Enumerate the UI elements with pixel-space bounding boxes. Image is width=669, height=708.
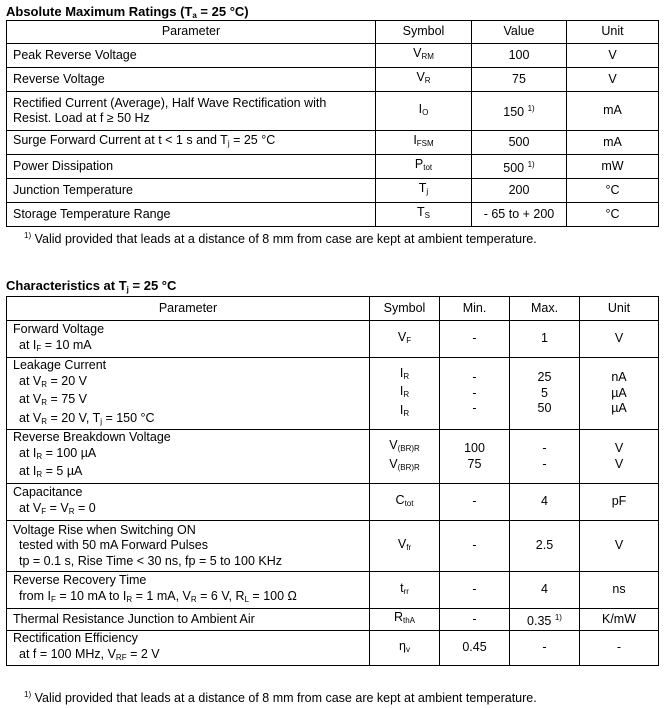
table-row — [7, 631, 659, 666]
parameter-text: Storage Temperature Range — [13, 206, 171, 221]
table-row — [7, 92, 659, 131]
table-row — [7, 521, 659, 572]
condition-text: at I — [19, 337, 37, 352]
parameter-cell — [7, 321, 370, 358]
max-cell — [510, 430, 580, 484]
symbol-cell — [370, 484, 440, 521]
table-row — [7, 358, 659, 430]
condition-text: at V — [19, 392, 42, 406]
parameter-cell — [7, 572, 370, 609]
max-cell — [510, 484, 580, 521]
symbol-cell — [370, 521, 440, 572]
symbol-text: V — [397, 329, 407, 344]
max-value: 0.35 — [527, 613, 555, 628]
max-value: - — [542, 640, 547, 655]
section2-title: Characteristics at $T_j = 25$ °C — [6, 278, 177, 294]
parameter-cell — [7, 68, 376, 92]
footnote-ref: 1) — [554, 612, 562, 622]
condition-subscript: F — [41, 506, 47, 516]
table-row — [7, 609, 659, 631]
value-cell — [472, 131, 567, 155]
table-row — [7, 131, 659, 155]
max-value: - — [542, 441, 547, 455]
value-text: 150 — [503, 105, 528, 120]
symbol-text: I — [399, 365, 404, 380]
condition-subscript: F — [36, 343, 42, 353]
parameter-title: Thermal Resistance Junction to Ambient Air — [13, 611, 255, 626]
symbol-subscript: fr — [406, 542, 412, 552]
header-unit: Unit — [567, 21, 659, 44]
unit-cell: °C — [567, 179, 659, 203]
value-cell — [472, 68, 567, 92]
symbol-text: I — [399, 384, 404, 399]
unit-cell: °C — [567, 203, 659, 227]
min-value: - — [472, 538, 477, 553]
table-row — [7, 44, 659, 68]
value-cell — [472, 92, 567, 131]
symbol-text: I — [399, 402, 404, 417]
condition-text: at f = 100 MHz, V — [19, 646, 116, 661]
symbol-subscript: thA — [403, 616, 416, 626]
parameter-cell — [7, 609, 370, 631]
condition-subscript: R — [36, 470, 43, 480]
value-text: 500 — [503, 160, 528, 175]
value-cell — [472, 203, 567, 227]
value-text: 100 — [508, 47, 530, 62]
unit-value: V — [614, 456, 624, 471]
unit-value: pF — [611, 494, 627, 509]
symbol-subscript: j — [426, 187, 429, 197]
value-text: 75 — [512, 71, 526, 86]
condition-subscript: R — [36, 451, 43, 461]
symbol-subscript: R — [424, 76, 431, 86]
header-parameter: Parameter — [7, 297, 370, 321]
unit-cell: mA — [567, 92, 659, 131]
symbol-cell — [370, 609, 440, 631]
condition-text: at V — [19, 373, 42, 388]
condition-subscript: R — [41, 379, 48, 389]
min-value: - — [472, 611, 477, 626]
parameter-cell — [7, 358, 370, 430]
max-value: - — [542, 456, 547, 471]
symbol-cell — [376, 155, 472, 179]
header-symbol: Symbol — [370, 297, 440, 321]
unit-cell — [580, 484, 659, 521]
condition-line — [13, 647, 160, 661]
condition-text: tested with 50 mA Forward Pulses — [19, 538, 208, 553]
max-value: 25 — [537, 370, 552, 385]
condition-text: tp = 0.1 s, Rise Time < 30 ns, fp = 5 to 100 KHz — [19, 553, 282, 568]
section1-title: Absolute Maximum Ratings ($T_a = 25$ °C) — [6, 4, 249, 20]
condition-text: from I — [19, 588, 51, 603]
footnote-2: $^{1)}$ Valid provided that leads at a distance of 8 mm from case are kept at ambient temperature. — [24, 690, 537, 705]
symbol-text: T — [417, 205, 425, 220]
max-cell — [510, 358, 580, 430]
parameter-text: Resist. Load at f ≥ 50 Hz — [13, 111, 150, 125]
unit-cell: V — [567, 44, 659, 68]
unit-value: V — [614, 538, 624, 553]
unit-cell — [580, 631, 659, 666]
condition-text: = 100 Ω — [248, 588, 297, 603]
header-max: Max. — [510, 297, 580, 321]
parameter-title: Voltage Rise when Switching ON — [13, 522, 196, 537]
unit-cell — [580, 321, 659, 358]
absolute-maximum-ratings-table — [6, 20, 659, 227]
parameter-cell — [7, 155, 376, 179]
condition-text: at I — [19, 445, 37, 460]
condition-subscript: F — [50, 594, 56, 604]
symbol-cell — [376, 179, 472, 203]
parameter-title: Reverse Breakdown Voltage — [13, 430, 171, 445]
value-cell — [472, 155, 567, 179]
symbol-cell — [376, 131, 472, 155]
symbol-subscript: R — [403, 390, 410, 400]
table-row — [7, 484, 659, 521]
condition-line — [13, 392, 87, 406]
header-parameter: Parameter — [7, 21, 376, 44]
min-value: - — [472, 331, 477, 346]
header-min: Min. — [440, 297, 510, 321]
min-cell — [440, 321, 510, 358]
symbol-subscript: rr — [403, 586, 409, 596]
symbol-subscript: tot — [423, 163, 433, 173]
min-cell — [440, 358, 510, 430]
symbol-text: I — [418, 101, 423, 116]
condition-text: = 10 mA — [41, 337, 92, 352]
condition-text: at I — [19, 464, 37, 479]
value-text: - 65 to + 200 — [483, 206, 555, 221]
max-cell — [510, 572, 580, 609]
symbol-subscript: (BR)R — [397, 462, 420, 472]
footnote-ref: 1) — [527, 104, 535, 114]
min-value: 100 — [464, 441, 485, 455]
min-value: - — [472, 494, 477, 509]
condition-line — [13, 589, 297, 603]
condition-text: = 20 V — [47, 373, 87, 388]
max-value: 4 — [541, 582, 548, 597]
min-value: 0.45 — [462, 640, 487, 655]
max-cell — [510, 609, 580, 631]
parameter-cell — [7, 203, 376, 227]
condition-line — [13, 538, 208, 552]
symbol-text: C — [395, 492, 405, 507]
unit-value: V — [614, 331, 624, 346]
parameter-cell — [7, 92, 376, 131]
parameter-text: Peak Reverse Voltage — [13, 47, 137, 62]
max-value: 5 — [541, 385, 548, 400]
condition-text: = 150 °C — [101, 410, 155, 425]
symbol-subscript: v — [405, 644, 410, 654]
unit-cell: mA — [567, 131, 659, 155]
symbol-subscript: F — [406, 335, 412, 345]
symbol-cell — [376, 44, 472, 68]
max-value: 2.5 — [535, 538, 554, 553]
min-value: - — [472, 385, 477, 400]
symbol-text: t — [400, 580, 404, 595]
symbol-cell — [370, 572, 440, 609]
footnote-ref: 1) — [527, 159, 535, 169]
condition-text: = 5 µA — [42, 464, 83, 479]
table-row — [7, 203, 659, 227]
symbol-text: P — [414, 157, 424, 172]
condition-text: at V — [19, 500, 42, 515]
symbol-subscript: (BR)R — [397, 444, 420, 453]
min-value: - — [472, 401, 477, 416]
symbol-cell — [370, 430, 440, 484]
symbol-subscript: RM — [421, 52, 434, 62]
symbol-text: R — [393, 610, 403, 625]
max-value: 4 — [541, 494, 548, 509]
condition-subscript: R — [41, 416, 48, 426]
max-value: 50 — [537, 401, 552, 416]
min-cell — [440, 430, 510, 484]
symbol-cell — [376, 203, 472, 227]
symbol-cell — [370, 631, 440, 666]
header-symbol: Symbol — [376, 21, 472, 44]
max-cell — [510, 521, 580, 572]
min-value: 75 — [467, 456, 482, 471]
max-cell — [510, 631, 580, 666]
condition-text: = 6 V, R — [196, 588, 245, 603]
parameter-title: Rectification Efficiency — [13, 631, 138, 645]
condition-text: = 10 mA to I — [55, 588, 127, 603]
unit-cell — [580, 609, 659, 631]
min-cell — [440, 572, 510, 609]
symbol-cell — [376, 92, 472, 131]
symbol-subscript: tot — [404, 498, 414, 508]
table-row — [7, 155, 659, 179]
table-row — [7, 572, 659, 609]
unit-value: µA — [611, 385, 627, 400]
parameter-cell — [7, 44, 376, 68]
header-unit: Unit — [580, 297, 659, 321]
condition-subscript: RF — [115, 652, 127, 662]
condition-text: = V — [46, 500, 69, 515]
parameter-cell — [7, 131, 376, 155]
unit-cell — [580, 521, 659, 572]
unit-cell: V — [567, 68, 659, 92]
characteristics-table — [6, 296, 659, 666]
parameter-text: Power Dissipation — [13, 158, 114, 173]
value-cell — [472, 44, 567, 68]
unit-value: K/mW — [601, 611, 637, 626]
min-cell — [440, 609, 510, 631]
unit-cell — [580, 430, 659, 484]
condition-subscript: R — [126, 594, 133, 604]
condition-line — [13, 411, 155, 425]
parameter-text: Junction Temperature — [13, 182, 133, 197]
condition-line — [13, 464, 82, 478]
condition-line — [13, 338, 92, 352]
symbol-subscript: R — [403, 408, 410, 418]
table-row — [7, 321, 659, 358]
symbol-subscript: S — [424, 211, 430, 221]
condition-line — [13, 374, 87, 388]
min-value: - — [472, 582, 477, 597]
symbol-text: V — [389, 438, 398, 452]
condition-line — [13, 554, 282, 568]
condition-text: at V — [19, 410, 42, 425]
symbol-text: η — [399, 638, 406, 653]
unit-value: V — [614, 441, 624, 455]
symbol-cell — [370, 321, 440, 358]
condition-subscript: j — [100, 416, 102, 426]
symbol-text: I — [413, 133, 417, 148]
parameter-cell — [7, 430, 370, 484]
condition-line — [13, 446, 96, 460]
parameter-subscript: j — [227, 139, 230, 149]
parameter-cell — [7, 631, 370, 666]
value-text: 200 — [508, 182, 530, 197]
condition-subscript: L — [244, 594, 249, 604]
unit-cell: mW — [567, 155, 659, 179]
parameter-text: Reverse Voltage — [13, 71, 105, 86]
condition-text: = 100 µA — [42, 445, 97, 460]
parameter-title: Leakage Current — [13, 358, 107, 372]
symbol-text: V — [397, 536, 407, 551]
min-cell — [440, 521, 510, 572]
unit-value: nA — [611, 370, 627, 385]
unit-cell — [580, 358, 659, 430]
symbol-subscript: O — [422, 107, 429, 117]
symbol-subscript: R — [403, 371, 410, 381]
condition-text: = 2 V — [126, 646, 160, 661]
parameter-title: Forward Voltage — [13, 322, 105, 336]
parameter-cell — [7, 521, 370, 572]
parameter-cell — [7, 484, 370, 521]
unit-value: ns — [612, 582, 626, 597]
unit-value: µA — [611, 401, 627, 416]
parameter-title: Reverse Recovery Time — [13, 573, 147, 587]
symbol-text: V — [416, 70, 425, 85]
header-value: Value — [472, 21, 567, 44]
parameter-cell — [7, 179, 376, 203]
min-value: - — [472, 370, 477, 385]
value-cell — [472, 179, 567, 203]
condition-line — [13, 501, 96, 515]
min-cell — [440, 631, 510, 666]
max-value: 1 — [541, 331, 548, 346]
table-row — [7, 68, 659, 92]
parameter-text: = 25 °C — [229, 133, 276, 148]
condition-text: = 75 V — [47, 392, 87, 406]
condition-text: = 1 mA, V — [132, 588, 191, 603]
unit-cell — [580, 572, 659, 609]
symbol-subscript: FSM — [416, 139, 434, 149]
table-header-row — [7, 21, 659, 44]
value-text: 500 — [508, 134, 530, 149]
condition-subscript: R — [190, 594, 197, 604]
parameter-text: Surge Forward Current at t < 1 s and T — [13, 133, 228, 148]
min-cell — [440, 484, 510, 521]
table-row — [7, 430, 659, 484]
parameter-text: Rectified Current (Average), Half Wave Rectification with — [13, 95, 327, 110]
parameter-title: Capacitance — [13, 485, 83, 499]
symbol-text: T — [418, 181, 427, 196]
condition-text: = 0 — [74, 500, 96, 515]
condition-subscript: R — [41, 398, 48, 407]
symbol-text: V — [389, 456, 398, 471]
table-row — [7, 179, 659, 203]
symbol-cell — [370, 358, 440, 430]
condition-subscript: R — [68, 506, 75, 516]
footnote-1: $^{1)}$ Valid provided that leads at a distance of 8 mm from case are kept at ambient temperature. — [24, 231, 537, 246]
table-header-row — [7, 297, 659, 321]
condition-text: = 20 V, T — [47, 410, 101, 425]
max-cell — [510, 321, 580, 358]
unit-value: - — [616, 640, 622, 655]
symbol-text: V — [413, 46, 422, 61]
symbol-cell — [376, 68, 472, 92]
